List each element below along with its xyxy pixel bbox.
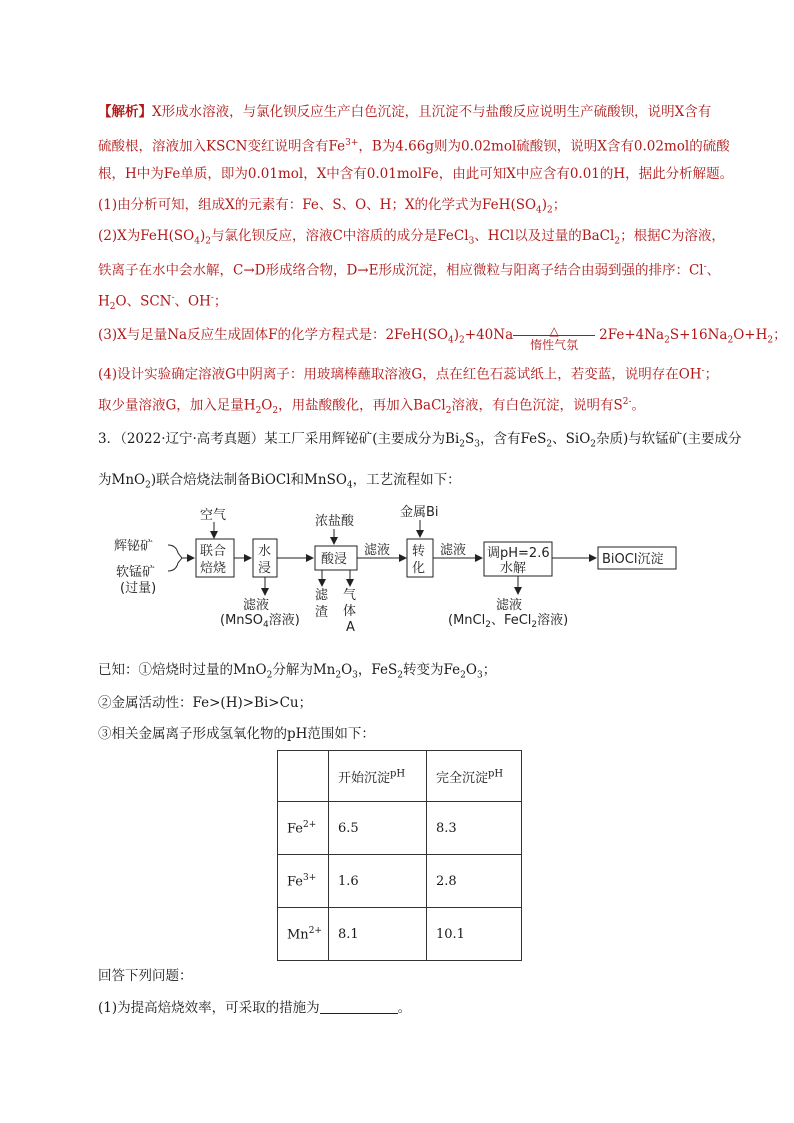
input-excess: (过量): [120, 581, 157, 596]
heat-symbol: △: [549, 324, 559, 338]
label-conc-hcl: 浓盐酸: [315, 514, 355, 529]
table-row: [278, 802, 522, 855]
header-blank: [278, 751, 329, 802]
convert-label-1: 转: [412, 544, 426, 559]
label-residue-1: 滤: [315, 588, 329, 603]
ion-cell: $Fe^{3+}$: [278, 855, 329, 908]
table-header-row: [278, 751, 522, 802]
analysis-step-2-line-3: $H_2O$、SCN-、OH-；: [98, 293, 228, 313]
label-filtrate-1-detail: (MnSO$_4$溶液): [220, 613, 300, 630]
header-start: 开始沉淀$^{pH}$: [329, 751, 427, 802]
question-3-line-1: 3．（2022·辽宁·高考真题）某工厂采用辉铋矿(主要成分为$Bi_2S_3$，含有FeS$_2$、SiO$_2$杂质)与软锰矿(主要成分: [98, 431, 742, 450]
roast-label-1: 联合: [200, 544, 227, 559]
end-cell: 2.8: [427, 855, 522, 908]
reaction-condition: △ 惰性气氛: [513, 325, 595, 345]
sub-question-1: (1)为提高焙烧效率，可采取的措施为 。: [98, 1000, 412, 1016]
start-cell: 6.5: [329, 802, 427, 855]
ph-range-table: [277, 750, 522, 961]
bracket-top: [168, 545, 186, 558]
label-filtrate-4: 滤液: [496, 598, 523, 613]
label-gas-1: 气: [343, 588, 357, 603]
input-pyrolusite: 软锰矿: [116, 565, 156, 580]
analysis-step-1: (1)由分析可知，组成X的元素有：Fe、S、O、H；X的化学式为$FeH(SO_4)_2$；: [98, 197, 567, 216]
question-3-line-2: 为MnO$_2$)联合焙烧法制备BiOCl和MnSO$_4$，工艺流程如下：: [98, 472, 461, 491]
known-1: 已知：①焙烧时过量的MnO$_2$分解为$Mn_2O_3$，FeS$_2$转变为$Fe_2O_3$；: [98, 662, 497, 681]
analysis-step-4-line-1: (4)设计实验确定溶液G中阴离子：用玻璃棒蘸取溶液G，点在红色石蕊试纸上，若变蓝，说明存在OH-；: [98, 366, 719, 383]
known-2: ②金属活动性：Fe>(H)>Bi>Cu；: [98, 695, 313, 711]
analysis-line-1: 【解析】X形成水溶液，与氯化钡反应生产白色沉淀，且沉淀不与盐酸反应说明生产硫酸钡，说明X含有: [98, 104, 712, 120]
analysis-line-3: 根，H中为Fe单质，即为0.01mol，X中含有0.01molFe，由此可知X中应含有0.01的H，据此分析解题。: [98, 166, 734, 182]
acid-label: 酸浸: [321, 552, 348, 567]
label-metal-bi: 金属Bi: [400, 505, 439, 520]
analysis-step-3: (3)X与足量Na反应生成固体F的化学方程式是：$2FeH(SO_4)_2+40Na$ △ 惰性气氛 $2Fe+4Na_2S+16Na_2O+H_2$；: [98, 325, 787, 351]
analysis-step-2-line-2: 铁离子在水中会水解，C→D形成络合物，D→E形成沉淀，相应微粒与阳离子结合由弱到强的排序：Cl-、: [98, 262, 721, 279]
end-cell: 8.3: [427, 802, 522, 855]
label-filtrate-2: 滤液: [364, 543, 391, 558]
adjust-label-1: 调pH=2.6: [487, 546, 550, 561]
roast-label-2: 焙烧: [200, 561, 227, 576]
ion-cell: $Mn^{2+}$: [278, 908, 329, 961]
start-cell: 8.1: [329, 908, 427, 961]
bracket-bottom: [168, 558, 182, 571]
header-end: 完全沉淀$^{pH}$: [427, 751, 522, 802]
label-residue-2: 渣: [315, 605, 329, 620]
process-flow-diagram: [110, 498, 690, 638]
label-gas-2: 体: [343, 604, 357, 619]
end-cell: 10.1: [427, 908, 522, 961]
analysis-line-2: 硫酸根，溶液加入KSCN变红说明含有$Fe^{3+}$，B为4.66g则为0.02mol硫酸钡，说明X含有0.02mol的硫酸: [98, 138, 730, 155]
label-filtrate-3: 滤液: [440, 543, 467, 558]
label-gas-3: A: [346, 620, 355, 635]
ion-cell: $Fe^{2+}$: [278, 802, 329, 855]
convert-label-2: 化: [412, 561, 426, 576]
leach-label-1: 水: [258, 544, 272, 559]
label-filtrate-4-detail: (MnCl$_2$、FeCl$_2$溶液): [448, 613, 569, 630]
analysis-step-4-line-2: 取少量溶液G，加入足量$H_2O_2$，用盐酸酸化，再加入BaCl$_2$溶液，有白色沉淀，说明有$S^{2-}$。: [98, 397, 645, 417]
label-filtrate-1: 滤液: [243, 598, 270, 613]
start-cell: 1.6: [329, 855, 427, 908]
analysis-tag: 【解析】: [98, 104, 152, 120]
table-row: [278, 855, 522, 908]
leach-label-2: 浸: [258, 561, 272, 576]
input-bismuthinite: 辉铋矿: [114, 539, 154, 554]
analysis-step-2-line-1: (2)X为$FeH(SO_4)_2$与氯化钡反应，溶液C中溶质的成分是FeCl$_3$、HCl以及过量的BaCl$_2$；根据C为溶液，: [98, 228, 725, 247]
answer-prompt: 回答下列问题：: [98, 968, 193, 984]
answer-blank[interactable]: [320, 999, 398, 1014]
product-label: BiOCl沉淀: [602, 552, 664, 567]
label-air: 空气: [200, 508, 227, 523]
table-row: [278, 908, 522, 961]
known-3: ③相关金属离子形成氢氧化物的pH范围如下：: [98, 726, 375, 742]
adjust-label-2: 水解: [500, 561, 527, 576]
